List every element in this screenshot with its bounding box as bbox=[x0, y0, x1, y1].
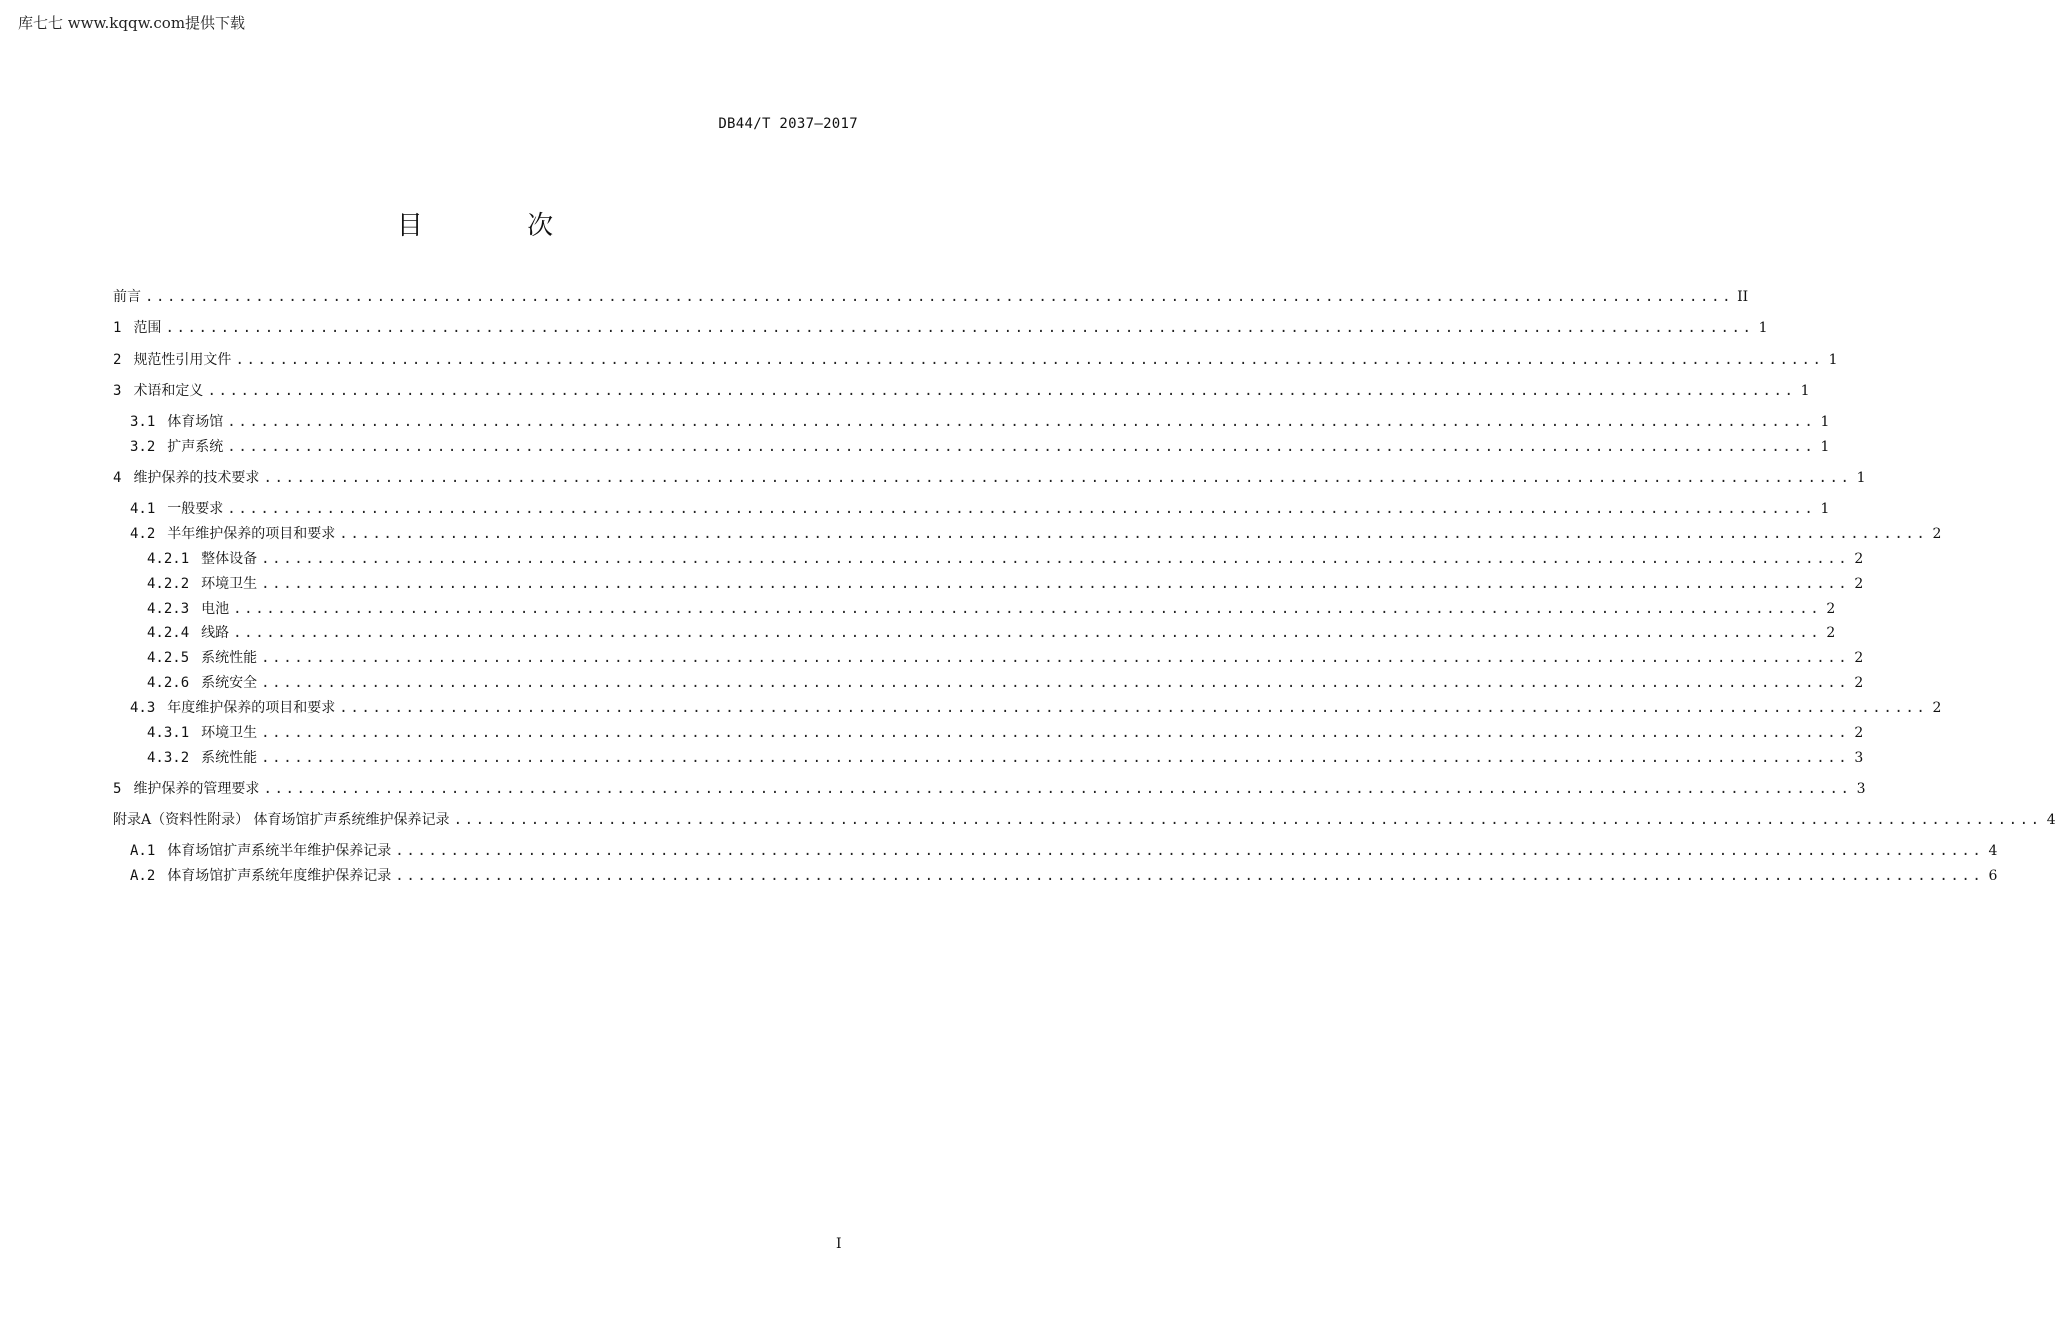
toc-entry-number: 4.2 bbox=[130, 526, 156, 542]
dot-leader: ................................................................................................................................................ bbox=[227, 414, 1816, 430]
toc-entry-page: 2 bbox=[1854, 551, 1864, 567]
toc-entry-number: 4.2.2 bbox=[147, 576, 190, 592]
toc-entry-label: 线路 bbox=[201, 625, 230, 641]
toc-entry-number: 4.3.1 bbox=[147, 725, 190, 741]
toc-entry-a-2[interactable] bbox=[113, 866, 1998, 886]
toc-entry-number: A.2 bbox=[130, 868, 156, 884]
toc-entry-label: 系统性能 bbox=[201, 750, 258, 766]
toc-entry-page: 2 bbox=[1932, 526, 1942, 542]
toc-entry-page: 6 bbox=[1988, 868, 1998, 884]
toc-entry-page: 1 bbox=[1828, 352, 1838, 368]
toc-entry-label: 术语和定义 bbox=[133, 383, 204, 399]
dot-leader: ................................................................................................................................................ bbox=[207, 383, 1796, 399]
toc-entry-number: 1 bbox=[113, 320, 122, 336]
toc-entry-5[interactable] bbox=[113, 779, 1866, 799]
toc-entry-page: 2 bbox=[1854, 650, 1864, 666]
toc-entry-page: 2 bbox=[1826, 625, 1836, 641]
toc-entry-label: 电池 bbox=[201, 601, 230, 617]
toc-entry-4-2-2[interactable] bbox=[113, 574, 1864, 594]
toc-entry-number: 4.2.4 bbox=[147, 625, 190, 641]
toc-entry-label: 维护保养的技术要求 bbox=[133, 470, 260, 486]
toc-entry-label: 系统性能 bbox=[201, 650, 258, 666]
toc-entry-appendix-a[interactable] bbox=[113, 810, 2056, 830]
toc-entry-4-2-5[interactable] bbox=[113, 648, 1864, 668]
toc-entry-page: 3 bbox=[1854, 750, 1864, 766]
toc-entry-number: 5 bbox=[113, 781, 122, 797]
toc-entry-page: 2 bbox=[1854, 675, 1864, 691]
toc-entry-4-2-6[interactable] bbox=[113, 673, 1864, 693]
toc-entry-1[interactable] bbox=[113, 318, 1768, 338]
toc-entry-page: 1 bbox=[1820, 414, 1830, 430]
toc-entry-page: 1 bbox=[1820, 501, 1830, 517]
toc-entry-label: 体育场馆扩声系统半年维护保养记录 bbox=[167, 843, 392, 859]
toc-entry-number: 4.2.6 bbox=[147, 675, 190, 691]
toc-entry-2[interactable] bbox=[113, 350, 1838, 370]
toc-entry-page: 4 bbox=[1988, 843, 1998, 859]
toc-entry-4-1[interactable] bbox=[113, 499, 1830, 519]
dot-leader: ................................................................................................................................................ bbox=[261, 750, 1850, 766]
toc-entry-label: 范围 bbox=[133, 320, 162, 336]
toc-entry-4[interactable] bbox=[113, 468, 1866, 488]
dot-leader: ................................................................................................................................................ bbox=[233, 601, 1822, 617]
dot-leader: ................................................................................................................................................ bbox=[227, 501, 1816, 517]
toc-entry-number: 2 bbox=[113, 352, 122, 368]
toc-entry-number: 4 bbox=[113, 470, 122, 486]
dot-leader: ................................................................................................................................................ bbox=[227, 439, 1816, 455]
dot-leader: ................................................................................................................................................ bbox=[145, 289, 1734, 305]
toc-entry-page: II bbox=[1737, 289, 1749, 305]
toc-entry-3[interactable] bbox=[113, 381, 1810, 401]
toc-entry-page: 2 bbox=[1826, 601, 1836, 617]
toc-title: 目 次 bbox=[396, 211, 602, 241]
toc-entry-foreword[interactable] bbox=[113, 287, 1749, 307]
toc-entry-4-2-1[interactable] bbox=[113, 549, 1864, 569]
toc-entry-a-1[interactable] bbox=[113, 841, 1998, 861]
toc-entry-number: 4.2.5 bbox=[147, 650, 190, 666]
toc-entry-page: 1 bbox=[1820, 439, 1830, 455]
dot-leader: ................................................................................................................................................ bbox=[453, 812, 2042, 828]
toc-entry-number: 3 bbox=[113, 383, 122, 399]
toc-entry-label: 前言 bbox=[113, 289, 141, 305]
dot-leader: ................................................................................................................................................ bbox=[235, 352, 1824, 368]
toc-entry-label: 年度维护保养的项目和要求 bbox=[167, 700, 336, 716]
toc-entry-label: 一般要求 bbox=[167, 501, 224, 517]
dot-leader: ................................................................................................................................................ bbox=[339, 526, 1928, 542]
toc-entry-label: 规范性引用文件 bbox=[133, 352, 232, 368]
toc-entry-label: 附录A（资料性附录） 体育场馆扩声系统维护保养记录 bbox=[113, 812, 450, 828]
toc-entry-page: 2 bbox=[1854, 725, 1864, 741]
toc-entry-page: 4 bbox=[2046, 812, 2056, 828]
toc-entry-4-3-1[interactable] bbox=[113, 723, 1864, 743]
toc-entry-page: 2 bbox=[1932, 700, 1942, 716]
toc-entry-4-2-4[interactable] bbox=[113, 623, 1836, 643]
toc-entry-label: 环境卫生 bbox=[201, 725, 258, 741]
toc-entry-number: A.1 bbox=[130, 843, 156, 859]
toc-entry-label: 扩声系统 bbox=[167, 439, 224, 455]
toc-entry-label: 整体设备 bbox=[201, 551, 258, 567]
dot-leader: ................................................................................................................................................ bbox=[233, 625, 1822, 641]
dot-leader: ................................................................................................................................................ bbox=[263, 781, 1852, 797]
watermark-text: 库七七 www.kqqw.com提供下载 bbox=[18, 14, 246, 32]
dot-leader: ................................................................................................................................................ bbox=[165, 320, 1754, 336]
toc-entry-number: 3.2 bbox=[130, 439, 156, 455]
toc-entry-3-1[interactable] bbox=[113, 412, 1830, 432]
page-number: I bbox=[836, 1236, 842, 1252]
toc-entry-page: 1 bbox=[1758, 320, 1768, 336]
dot-leader: ................................................................................................................................................ bbox=[395, 843, 1984, 859]
toc-entry-4-3[interactable] bbox=[113, 698, 1942, 718]
dot-leader: ................................................................................................................................................ bbox=[395, 868, 1984, 884]
dot-leader: ................................................................................................................................................ bbox=[261, 675, 1850, 691]
toc-entry-page: 1 bbox=[1800, 383, 1810, 399]
dot-leader: ................................................................................................................................................ bbox=[261, 576, 1850, 592]
toc-entry-label: 半年维护保养的项目和要求 bbox=[167, 526, 336, 542]
toc-entry-4-3-2[interactable] bbox=[113, 748, 1864, 768]
dot-leader: ................................................................................................................................................ bbox=[261, 650, 1850, 666]
toc-entry-page: 1 bbox=[1856, 470, 1866, 486]
toc-entry-number: 4.3.2 bbox=[147, 750, 190, 766]
toc-entry-4-2[interactable] bbox=[113, 524, 1942, 544]
toc-entry-3-2[interactable] bbox=[113, 437, 1830, 457]
toc-entry-label: 环境卫生 bbox=[201, 576, 258, 592]
toc-entry-label: 体育场馆扩声系统年度维护保养记录 bbox=[167, 868, 392, 884]
dot-leader: ................................................................................................................................................ bbox=[261, 725, 1850, 741]
toc-entry-number: 4.2.1 bbox=[147, 551, 190, 567]
toc-entry-page: 3 bbox=[1856, 781, 1866, 797]
dot-leader: ................................................................................................................................................ bbox=[263, 470, 1852, 486]
document-code: DB44/T 2037—2017 bbox=[718, 116, 858, 132]
toc-entry-label: 系统安全 bbox=[201, 675, 258, 691]
toc-entry-number: 3.1 bbox=[130, 414, 156, 430]
toc-entry-number: 4.2.3 bbox=[147, 601, 190, 617]
toc-entry-number: 4.1 bbox=[130, 501, 156, 517]
toc-entry-4-2-3[interactable] bbox=[113, 599, 1836, 619]
toc-entry-number: 4.3 bbox=[130, 700, 156, 716]
toc-entry-label: 体育场馆 bbox=[167, 414, 224, 430]
toc-entry-label: 维护保养的管理要求 bbox=[133, 781, 260, 797]
dot-leader: ................................................................................................................................................ bbox=[339, 700, 1928, 716]
dot-leader: ................................................................................................................................................ bbox=[261, 551, 1850, 567]
toc-entry-page: 2 bbox=[1854, 576, 1864, 592]
